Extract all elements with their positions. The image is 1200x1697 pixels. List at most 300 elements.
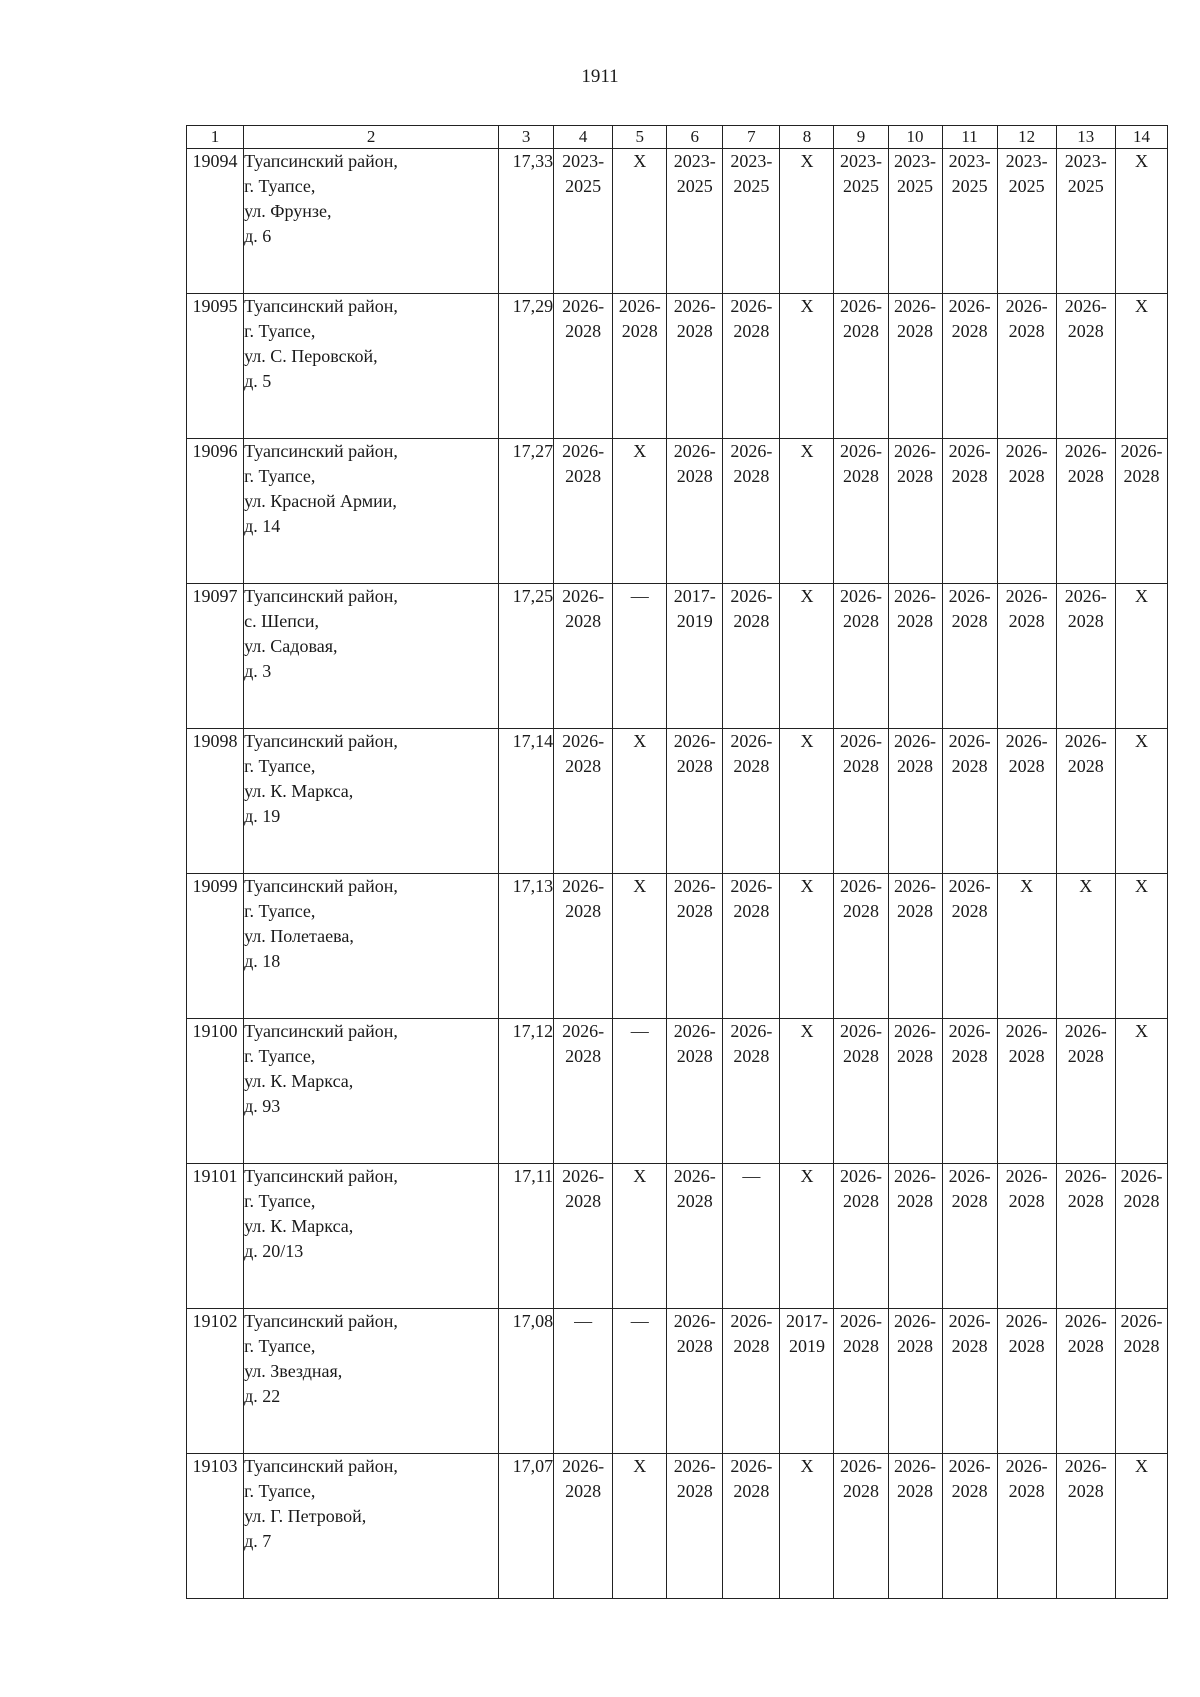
- address-cell: [244, 439, 499, 584]
- period-text: —: [630, 1311, 649, 1331]
- value-cell: 17,33: [499, 149, 554, 294]
- period-text: X: [633, 151, 647, 171]
- period-cell: [613, 1019, 667, 1164]
- period-cell: [780, 1019, 834, 1164]
- period-text: 2026-: [1120, 1311, 1163, 1331]
- period-cell: [723, 874, 780, 1019]
- period-text: 2028: [1008, 1046, 1045, 1066]
- period-cell: [554, 149, 613, 294]
- period-text: 2028: [951, 1481, 988, 1501]
- period-cell: [613, 874, 667, 1019]
- period-cell: [667, 439, 723, 584]
- period-text: 2028: [1067, 756, 1104, 776]
- period-cell: [780, 294, 834, 439]
- table-row: [187, 729, 1168, 874]
- period-cell: [780, 1309, 834, 1454]
- period-text: X: [1020, 876, 1034, 896]
- period-text: —: [630, 586, 649, 606]
- table-row: [187, 1164, 1168, 1309]
- address-line: г. Туапсе,: [244, 1481, 316, 1501]
- period-cell: [997, 874, 1056, 1019]
- column-header: 12: [997, 126, 1056, 149]
- period-text: 2028: [565, 321, 602, 341]
- period-cell: [1056, 294, 1115, 439]
- address-cell: [244, 1309, 499, 1454]
- period-cell: [942, 1019, 997, 1164]
- address-line: д. 22: [244, 1386, 281, 1406]
- period-text: 2028: [676, 756, 713, 776]
- period-cell: [888, 584, 942, 729]
- period-cell: [888, 294, 942, 439]
- period-text: 2026-: [1064, 1456, 1107, 1476]
- period-cell: [1056, 584, 1115, 729]
- address-line: д. 7: [244, 1531, 272, 1551]
- period-cell: [780, 1454, 834, 1599]
- period-text: 2028: [842, 1481, 879, 1501]
- address-cell: [244, 729, 499, 874]
- address-line: Туапсинский район,: [244, 1166, 398, 1186]
- period-text: 2026-: [673, 731, 716, 751]
- table-row: [187, 1309, 1168, 1454]
- period-text: X: [800, 1021, 814, 1041]
- period-text: 2028: [951, 1336, 988, 1356]
- period-text: 2028: [733, 321, 770, 341]
- period-text: 2023-: [730, 151, 773, 171]
- address-line: г. Туапсе,: [244, 1046, 316, 1066]
- address-line: д. 6: [244, 226, 272, 246]
- period-cell: [1115, 1309, 1167, 1454]
- period-text: X: [1134, 876, 1148, 896]
- period-text: 2026-: [730, 1021, 773, 1041]
- period-text: 2017-: [785, 1311, 828, 1331]
- period-text: 2028: [733, 611, 770, 631]
- address-line: д. 5: [244, 371, 272, 391]
- value-cell: 17,11: [499, 1164, 554, 1309]
- period-text: 2028: [897, 901, 934, 921]
- period-text: 2028: [951, 756, 988, 776]
- address-cell: [244, 1454, 499, 1599]
- period-text: 2017-: [673, 586, 716, 606]
- period-text: 2028: [897, 1046, 934, 1066]
- address-line: д. 18: [244, 951, 281, 971]
- period-cell: [834, 294, 888, 439]
- address-cell: [244, 874, 499, 1019]
- period-text: 2028: [1123, 466, 1160, 486]
- period-text: 2028: [676, 901, 713, 921]
- period-cell: [1115, 294, 1167, 439]
- period-text: 2026-: [894, 876, 937, 896]
- page-number: 1911: [581, 66, 619, 87]
- period-text: 2026-: [1005, 441, 1048, 461]
- period-cell: [613, 1164, 667, 1309]
- period-text: 2028: [1123, 1191, 1160, 1211]
- column-header: 3: [499, 126, 554, 149]
- address-line: ул. Фрунзе,: [244, 201, 332, 221]
- period-text: X: [800, 876, 814, 896]
- period-text: 2026-: [1005, 1456, 1048, 1476]
- period-cell: [780, 149, 834, 294]
- period-cell: [888, 1309, 942, 1454]
- period-cell: [780, 874, 834, 1019]
- value-cell: 17,13: [499, 874, 554, 1019]
- period-cell: [834, 1164, 888, 1309]
- value-cell: 17,29: [499, 294, 554, 439]
- period-cell: [834, 729, 888, 874]
- period-text: 2025: [676, 176, 713, 196]
- period-text: 2026-: [839, 441, 882, 461]
- period-text: 2025: [897, 176, 934, 196]
- period-cell: [942, 874, 997, 1019]
- period-text: 2025: [1067, 176, 1104, 196]
- period-text: 2026-: [1120, 441, 1163, 461]
- address-cell: [244, 1019, 499, 1164]
- period-text: 2023-: [894, 151, 937, 171]
- period-cell: [1115, 1019, 1167, 1164]
- period-text: 2026-: [839, 876, 882, 896]
- period-text: 2028: [621, 321, 658, 341]
- period-text: 2028: [897, 321, 934, 341]
- period-text: X: [1134, 296, 1148, 316]
- period-cell: [1056, 1454, 1115, 1599]
- period-cell: [780, 729, 834, 874]
- period-text: 2026-: [1005, 731, 1048, 751]
- period-text: 2026-: [948, 1166, 991, 1186]
- period-text: 2028: [733, 1481, 770, 1501]
- address-line: Туапсинский район,: [244, 586, 398, 606]
- period-text: 2026-: [1005, 296, 1048, 316]
- period-text: 2028: [676, 1191, 713, 1211]
- address-line: д. 20/13: [244, 1241, 304, 1261]
- period-cell: [723, 439, 780, 584]
- column-header: 13: [1056, 126, 1115, 149]
- period-text: 2026-: [562, 1166, 605, 1186]
- period-cell: [613, 149, 667, 294]
- period-text: 2028: [951, 611, 988, 631]
- period-text: X: [800, 1166, 814, 1186]
- period-cell: [997, 149, 1056, 294]
- period-cell: [888, 439, 942, 584]
- address-line: г. Туапсе,: [244, 466, 316, 486]
- period-text: 2028: [676, 1481, 713, 1501]
- period-text: 2026-: [948, 876, 991, 896]
- period-cell: [613, 439, 667, 584]
- row-number: 19095: [187, 294, 244, 439]
- period-cell: [942, 1309, 997, 1454]
- period-text: 2026-: [894, 586, 937, 606]
- period-cell: [997, 439, 1056, 584]
- period-cell: [997, 1164, 1056, 1309]
- table-row: [187, 874, 1168, 1019]
- row-number: 19098: [187, 729, 244, 874]
- period-text: 2028: [842, 1046, 879, 1066]
- period-text: 2028: [1067, 321, 1104, 341]
- address-line: Туапсинский район,: [244, 296, 398, 316]
- period-text: 2028: [676, 1046, 713, 1066]
- period-text: 2026-: [673, 1311, 716, 1331]
- period-text: 2028: [676, 466, 713, 486]
- period-text: 2028: [842, 756, 879, 776]
- period-text: 2026-: [673, 296, 716, 316]
- period-text: 2026-: [948, 441, 991, 461]
- period-text: 2026-: [730, 586, 773, 606]
- period-text: 2026-: [894, 296, 937, 316]
- address-line: г. Туапсе,: [244, 1191, 316, 1211]
- period-text: 2026-: [562, 731, 605, 751]
- period-cell: [942, 439, 997, 584]
- table-row: [187, 439, 1168, 584]
- period-cell: [1056, 149, 1115, 294]
- address-cell: [244, 294, 499, 439]
- period-text: 2028: [565, 1481, 602, 1501]
- address-line: ул. Садовая,: [244, 636, 338, 656]
- period-text: 2026-: [948, 731, 991, 751]
- period-text: 2028: [1067, 466, 1104, 486]
- period-cell: [723, 729, 780, 874]
- period-text: —: [630, 1021, 649, 1041]
- period-cell: [1115, 1164, 1167, 1309]
- period-text: 2025: [842, 176, 879, 196]
- period-text: 2028: [842, 321, 879, 341]
- period-text: 2028: [897, 1191, 934, 1211]
- period-cell: [834, 1309, 888, 1454]
- period-text: 2026-: [730, 296, 773, 316]
- address-line: г. Туапсе,: [244, 901, 316, 921]
- period-cell: [780, 1164, 834, 1309]
- period-text: 2028: [676, 321, 713, 341]
- column-header: 9: [834, 126, 888, 149]
- period-cell: [942, 149, 997, 294]
- period-cell: [554, 874, 613, 1019]
- period-cell: [1056, 1309, 1115, 1454]
- period-text: 2026-: [562, 296, 605, 316]
- period-text: 2028: [565, 901, 602, 921]
- period-text: 2026-: [1064, 731, 1107, 751]
- period-text: 2028: [842, 611, 879, 631]
- period-text: 2026-: [1064, 586, 1107, 606]
- period-text: 2028: [1123, 1336, 1160, 1356]
- period-text: 2026-: [618, 296, 661, 316]
- period-cell: [554, 1164, 613, 1309]
- period-text: 2025: [1008, 176, 1045, 196]
- row-number: 19103: [187, 1454, 244, 1599]
- period-text: 2028: [842, 466, 879, 486]
- period-cell: [1115, 584, 1167, 729]
- period-cell: [554, 294, 613, 439]
- period-text: X: [1134, 586, 1148, 606]
- period-text: 2026-: [673, 1021, 716, 1041]
- period-cell: [1115, 439, 1167, 584]
- period-text: 2028: [565, 1191, 602, 1211]
- period-text: 2028: [951, 466, 988, 486]
- period-text: 2028: [897, 756, 934, 776]
- address-line: с. Шепси,: [244, 611, 319, 631]
- period-text: 2028: [1008, 1481, 1045, 1501]
- period-cell: [667, 1164, 723, 1309]
- period-text: X: [633, 1456, 647, 1476]
- period-text: 2028: [842, 1336, 879, 1356]
- period-cell: [997, 294, 1056, 439]
- row-number: 19097: [187, 584, 244, 729]
- period-cell: [613, 584, 667, 729]
- period-text: 2026-: [1064, 1021, 1107, 1041]
- period-text: 2028: [733, 756, 770, 776]
- address-line: Туапсинский район,: [244, 1021, 398, 1041]
- period-cell: [834, 1454, 888, 1599]
- period-cell: [667, 1454, 723, 1599]
- period-text: 2026-: [1064, 296, 1107, 316]
- period-cell: [1056, 729, 1115, 874]
- period-text: 2028: [565, 756, 602, 776]
- period-cell: [834, 874, 888, 1019]
- period-text: 2028: [565, 1046, 602, 1066]
- period-cell: [723, 1454, 780, 1599]
- period-cell: [780, 584, 834, 729]
- period-cell: [997, 1019, 1056, 1164]
- period-cell: [667, 1309, 723, 1454]
- period-text: 2025: [565, 176, 602, 196]
- period-text: 2028: [565, 611, 602, 631]
- period-text: 2028: [897, 611, 934, 631]
- address-line: ул. К. Маркса,: [244, 781, 354, 801]
- period-text: 2028: [733, 1046, 770, 1066]
- column-header: 8: [780, 126, 834, 149]
- row-number: 19094: [187, 149, 244, 294]
- period-cell: [554, 1309, 613, 1454]
- period-text: 2025: [733, 176, 770, 196]
- period-text: 2026-: [562, 441, 605, 461]
- address-line: Туапсинский район,: [244, 1311, 398, 1331]
- value-cell: 17,14: [499, 729, 554, 874]
- period-text: 2028: [1067, 1046, 1104, 1066]
- period-text: X: [1134, 1021, 1148, 1041]
- address-line: Туапсинский район,: [244, 876, 398, 896]
- period-cell: [723, 149, 780, 294]
- period-text: 2026-: [562, 1021, 605, 1041]
- value-cell: 17,07: [499, 1454, 554, 1599]
- address-line: д. 14: [244, 516, 281, 536]
- period-text: 2026-: [562, 1456, 605, 1476]
- period-text: X: [1079, 876, 1093, 896]
- address-line: Туапсинский район,: [244, 1456, 398, 1476]
- period-cell: [888, 1019, 942, 1164]
- period-cell: [942, 1454, 997, 1599]
- period-cell: [888, 1164, 942, 1309]
- period-text: 2026-: [730, 441, 773, 461]
- column-header: 1: [187, 126, 244, 149]
- period-cell: [834, 149, 888, 294]
- period-text: 2026-: [839, 586, 882, 606]
- table-row: [187, 149, 1168, 294]
- row-number: 19101: [187, 1164, 244, 1309]
- period-text: 2026-: [1120, 1166, 1163, 1186]
- registry-table: [186, 125, 1168, 1599]
- period-text: 2028: [1008, 466, 1045, 486]
- value-cell: 17,08: [499, 1309, 554, 1454]
- period-text: 2026-: [673, 1166, 716, 1186]
- period-text: 2026-: [948, 1021, 991, 1041]
- period-cell: [613, 1454, 667, 1599]
- row-number: 19102: [187, 1309, 244, 1454]
- period-cell: [834, 439, 888, 584]
- period-text: 2026-: [948, 1456, 991, 1476]
- address-line: ул. К. Маркса,: [244, 1071, 354, 1091]
- period-cell: [723, 294, 780, 439]
- table-row: [187, 584, 1168, 729]
- period-cell: [554, 584, 613, 729]
- period-cell: [1115, 1454, 1167, 1599]
- period-text: 2026-: [948, 296, 991, 316]
- period-cell: [667, 149, 723, 294]
- period-text: X: [800, 731, 814, 751]
- period-cell: [1056, 874, 1115, 1019]
- period-text: 2023-: [562, 151, 605, 171]
- period-text: 2028: [1008, 1191, 1045, 1211]
- period-text: X: [800, 586, 814, 606]
- period-text: X: [633, 876, 647, 896]
- table-body: [187, 149, 1168, 1599]
- period-cell: [1115, 729, 1167, 874]
- period-text: 2026-: [839, 296, 882, 316]
- address-line: г. Туапсе,: [244, 176, 316, 196]
- period-cell: [613, 294, 667, 439]
- column-header: 2: [244, 126, 499, 149]
- address-line: ул. Красной Армии,: [244, 491, 397, 511]
- value-cell: 17,25: [499, 584, 554, 729]
- period-text: 2028: [1067, 1191, 1104, 1211]
- address-cell: [244, 1164, 499, 1309]
- period-text: 2028: [951, 901, 988, 921]
- period-text: X: [800, 441, 814, 461]
- period-cell: [834, 1019, 888, 1164]
- period-text: 2026-: [894, 731, 937, 751]
- period-text: 2028: [897, 1481, 934, 1501]
- period-cell: [554, 729, 613, 874]
- period-text: 2028: [1008, 1336, 1045, 1356]
- address-line: ул. К. Маркса,: [244, 1216, 354, 1236]
- period-text: 2023-: [948, 151, 991, 171]
- address-line: д. 93: [244, 1096, 281, 1116]
- period-cell: [888, 1454, 942, 1599]
- period-text: 2026-: [839, 1456, 882, 1476]
- address-line: ул. Г. Петровой,: [244, 1506, 367, 1526]
- period-cell: [780, 439, 834, 584]
- address-line: г. Туапсе,: [244, 756, 316, 776]
- column-header: 14: [1115, 126, 1167, 149]
- period-text: 2028: [842, 1191, 879, 1211]
- period-cell: [942, 584, 997, 729]
- row-number: 19100: [187, 1019, 244, 1164]
- period-cell: [613, 729, 667, 874]
- period-text: X: [800, 151, 814, 171]
- period-cell: [997, 1454, 1056, 1599]
- period-cell: [1056, 439, 1115, 584]
- period-text: X: [1134, 151, 1148, 171]
- period-text: 2026-: [673, 1456, 716, 1476]
- period-text: 2026-: [894, 441, 937, 461]
- period-cell: [888, 874, 942, 1019]
- period-cell: [997, 1309, 1056, 1454]
- period-text: X: [633, 441, 647, 461]
- table-row: [187, 1454, 1168, 1599]
- period-text: 2028: [1008, 321, 1045, 341]
- column-header: 5: [613, 126, 667, 149]
- address-line: Туапсинский район,: [244, 731, 398, 751]
- period-text: 2026-: [730, 1311, 773, 1331]
- column-header: 6: [667, 126, 723, 149]
- period-text: 2026-: [1005, 586, 1048, 606]
- period-cell: [1056, 1164, 1115, 1309]
- period-text: 2026-: [1064, 1166, 1107, 1186]
